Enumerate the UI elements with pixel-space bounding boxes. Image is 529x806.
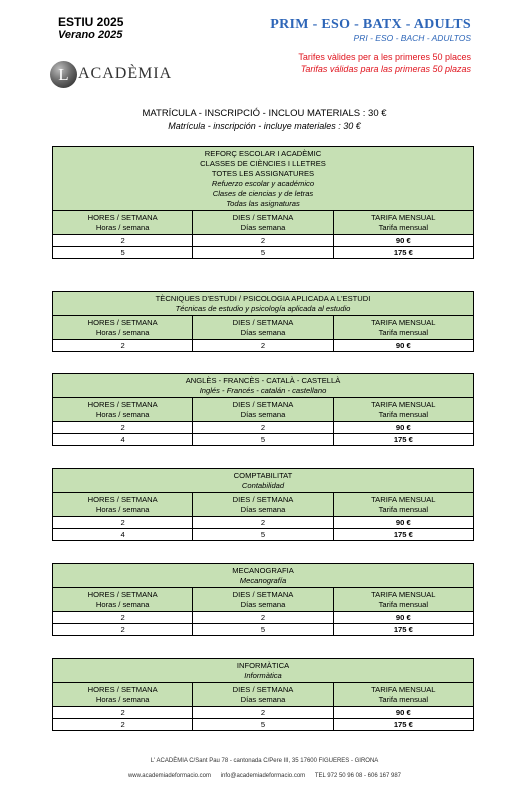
fee-cell: 90 € bbox=[395, 613, 411, 622]
enrollment-text-es: Matrícula - inscripción - incluye materiales : 30 € bbox=[168, 121, 361, 131]
hours-column-header-label: HORES / SETMANA bbox=[87, 685, 158, 694]
fee-column-header-label-es: Tarifa mensual bbox=[378, 328, 429, 337]
fee-column-header-label: TARIFA MENSUAL bbox=[371, 685, 436, 694]
table-row bbox=[53, 517, 473, 529]
table-title bbox=[53, 374, 473, 398]
price-table bbox=[52, 563, 474, 636]
price-table bbox=[52, 468, 474, 541]
fee-column-header-label: TARIFA MENSUAL bbox=[371, 400, 436, 409]
table-row bbox=[53, 422, 473, 434]
hours-column-header-label: HORES / SETMANA bbox=[87, 213, 158, 222]
academia-logo bbox=[50, 60, 172, 88]
table-subtitle-line: Contabilidad bbox=[241, 481, 285, 490]
table-row bbox=[53, 235, 473, 247]
fee-column-header bbox=[334, 398, 473, 421]
hours-column-header-label-es: Horas / semana bbox=[95, 223, 150, 232]
price-table bbox=[52, 291, 474, 352]
hours-column-header-label-es: Horas / semana bbox=[95, 505, 150, 514]
hours-column-header bbox=[53, 211, 193, 234]
table-row bbox=[53, 612, 473, 624]
footer-email[interactable]: info@academiadeformacio.com bbox=[220, 773, 306, 779]
fee-column-header bbox=[334, 588, 473, 611]
promo-note: Tarifes vàlides per a les primeres 50 places bbox=[298, 52, 471, 62]
fee-cell: 90 € bbox=[395, 708, 411, 717]
table-title bbox=[53, 564, 473, 588]
days-column-header-label: DIES / SETMANA bbox=[232, 400, 294, 409]
hours-cell: 2 bbox=[53, 707, 193, 718]
days-column-header bbox=[193, 316, 333, 339]
days-cell: 5 bbox=[193, 434, 333, 445]
days-column-header bbox=[193, 493, 333, 516]
fee-column-header bbox=[334, 211, 473, 234]
days-column-header-label-es: Días semana bbox=[240, 410, 286, 419]
days-column-header-label: DIES / SETMANA bbox=[232, 318, 294, 327]
season-block bbox=[58, 16, 123, 42]
fee-cell: 175 € bbox=[393, 720, 413, 729]
hours-cell: 4 bbox=[53, 529, 193, 540]
hours-cell: 4 bbox=[53, 434, 193, 445]
days-column-header-label-es: Días semana bbox=[240, 600, 286, 609]
days-column-header-label-es: Días semana bbox=[240, 505, 286, 514]
days-cell: 5 bbox=[193, 247, 333, 258]
fee-column-header-label-es: Tarifa mensual bbox=[378, 223, 429, 232]
fee-column-header-label: TARIFA MENSUAL bbox=[371, 318, 436, 327]
days-cell: 2 bbox=[193, 612, 333, 623]
hours-column-header-label-es: Horas / semana bbox=[95, 328, 150, 337]
table-subtitle-line: Informàtica bbox=[244, 671, 282, 680]
days-column-header-label: DIES / SETMANA bbox=[232, 590, 294, 599]
fee-cell: 90 € bbox=[395, 341, 411, 350]
hours-column-header bbox=[53, 398, 193, 421]
table-header-row bbox=[53, 588, 473, 612]
days-column-header bbox=[193, 398, 333, 421]
fee-column-header-label: TARIFA MENSUAL bbox=[371, 213, 436, 222]
hours-cell: 2 bbox=[53, 719, 193, 730]
days-cell: 2 bbox=[193, 517, 333, 528]
enrollment-fee bbox=[0, 107, 529, 133]
hours-cell: 2 bbox=[53, 624, 193, 635]
table-subtitle-line: Técnicas de estudio y psicología aplicada al estudio bbox=[175, 304, 351, 313]
logo-word: ACADÈMIA bbox=[78, 65, 173, 82]
footer-contact bbox=[0, 773, 529, 779]
table-header-row bbox=[53, 211, 473, 235]
table-title bbox=[53, 659, 473, 683]
table-title bbox=[53, 292, 473, 316]
table-title-line: MECANOGRAFIA bbox=[232, 566, 294, 575]
hours-cell: 2 bbox=[53, 517, 193, 528]
fee-cell: 90 € bbox=[395, 518, 411, 527]
days-cell: 2 bbox=[193, 235, 333, 246]
table-row bbox=[53, 434, 473, 445]
footer-address: L' ACADÈMIA C/Sant Pau 78 - cantonada C/Pere III, 35 17600 FIGUERES - GIRONA bbox=[150, 758, 379, 764]
hours-column-header-label: HORES / SETMANA bbox=[87, 495, 158, 504]
days-cell: 2 bbox=[193, 707, 333, 718]
fee-cell: 90 € bbox=[395, 423, 411, 432]
fee-column-header-label: TARIFA MENSUAL bbox=[371, 495, 436, 504]
promo-note-es: Tarifas válidas para las primeras 50 plazas bbox=[300, 64, 471, 74]
season-title-es: Verano 2025 bbox=[58, 29, 123, 41]
table-title bbox=[53, 147, 473, 211]
days-cell: 5 bbox=[193, 719, 333, 730]
days-cell: 5 bbox=[193, 624, 333, 635]
table-subtitle-line: Inglés - Francés - catalán - castellano bbox=[199, 386, 327, 395]
table-title-line: REFORÇ ESCOLAR I ACADÈMIC bbox=[204, 149, 322, 158]
table-row bbox=[53, 719, 473, 730]
table-row bbox=[53, 340, 473, 351]
table-header-row bbox=[53, 398, 473, 422]
table-row bbox=[53, 247, 473, 258]
hours-cell: 2 bbox=[53, 422, 193, 433]
table-title-line: INFORMÀTICA bbox=[236, 661, 290, 670]
fee-column-header bbox=[334, 316, 473, 339]
days-column-header bbox=[193, 211, 333, 234]
hours-column-header-label: HORES / SETMANA bbox=[87, 400, 158, 409]
fee-column-header bbox=[334, 683, 473, 706]
table-subtitle-line: Todas las asignaturas bbox=[226, 199, 300, 208]
hours-column-header-label: HORES / SETMANA bbox=[87, 590, 158, 599]
enrollment-text: MATRÍCULA - INSCRIPCIÓ - INCLOU MATERIALS : 30 € bbox=[142, 108, 387, 119]
table-row bbox=[53, 529, 473, 540]
hours-column-header bbox=[53, 316, 193, 339]
price-table bbox=[52, 146, 474, 259]
table-header-row bbox=[53, 683, 473, 707]
table-row bbox=[53, 707, 473, 719]
days-column-header bbox=[193, 588, 333, 611]
days-column-header-label: DIES / SETMANA bbox=[232, 495, 294, 504]
days-column-header-label: DIES / SETMANA bbox=[232, 685, 294, 694]
levels-title: PRIM - ESO - BATX - ADULTS bbox=[270, 17, 471, 32]
table-header-row bbox=[53, 316, 473, 340]
hours-column-header-label: HORES / SETMANA bbox=[87, 318, 158, 327]
fee-column-header-label-es: Tarifa mensual bbox=[378, 410, 429, 419]
days-column-header-label-es: Días semana bbox=[240, 223, 286, 232]
hours-column-header bbox=[53, 683, 193, 706]
hours-column-header-label-es: Horas / semana bbox=[95, 695, 150, 704]
levels-block bbox=[270, 17, 471, 75]
table-subtitle-line: Clases de ciencias y de letras bbox=[212, 189, 314, 198]
hours-cell: 2 bbox=[53, 235, 193, 246]
table-title-line: TÈCNIQUES D'ESTUDI / PSICOLOGIA APLICADA A L'ESTUDI bbox=[155, 294, 371, 303]
hours-cell: 2 bbox=[53, 340, 193, 351]
price-table bbox=[52, 658, 474, 731]
price-table bbox=[52, 373, 474, 446]
days-cell: 5 bbox=[193, 529, 333, 540]
hours-cell: 5 bbox=[53, 247, 193, 258]
days-cell: 2 bbox=[193, 340, 333, 351]
table-title-line: CLASSES DE CIÈNCIES I LLETRES bbox=[200, 159, 326, 168]
hours-column-header-label-es: Horas / semana bbox=[95, 600, 150, 609]
fee-cell: 175 € bbox=[393, 435, 413, 444]
footer-website[interactable]: www.academiadeformacio.com bbox=[127, 773, 212, 779]
fee-column-header-label-es: Tarifa mensual bbox=[378, 600, 429, 609]
levels-title-es: PRI - ESO - BACH - ADULTOS bbox=[353, 33, 471, 43]
days-column-header-label-es: Días semana bbox=[240, 328, 286, 337]
days-column-header-label-es: Días semana bbox=[240, 695, 286, 704]
table-title-line: TOTES LES ASSIGNATURES bbox=[211, 169, 315, 178]
table-subtitle-line: Mecanografía bbox=[239, 576, 287, 585]
fee-cell: 175 € bbox=[393, 248, 413, 257]
days-column-header-label: DIES / SETMANA bbox=[232, 213, 294, 222]
days-column-header bbox=[193, 683, 333, 706]
table-row bbox=[53, 624, 473, 635]
table-title bbox=[53, 469, 473, 493]
hours-column-header bbox=[53, 493, 193, 516]
table-title-line: COMPTABILITAT bbox=[233, 471, 293, 480]
footer-phone: TEL 972 50 96 08 - 606 167 987 bbox=[314, 773, 402, 779]
hours-cell: 2 bbox=[53, 612, 193, 623]
logo-mark: L bbox=[50, 61, 77, 88]
fee-column-header bbox=[334, 493, 473, 516]
season-title: ESTIU 2025 bbox=[58, 15, 124, 29]
fee-column-header-label-es: Tarifa mensual bbox=[378, 505, 429, 514]
fee-column-header-label-es: Tarifa mensual bbox=[378, 695, 429, 704]
hours-column-header bbox=[53, 588, 193, 611]
table-subtitle-line: Refuerzo escolar y académico bbox=[211, 179, 315, 188]
hours-column-header-label-es: Horas / semana bbox=[95, 410, 150, 419]
table-header-row bbox=[53, 493, 473, 517]
fee-cell: 175 € bbox=[393, 625, 413, 634]
fee-column-header-label: TARIFA MENSUAL bbox=[371, 590, 436, 599]
fee-cell: 90 € bbox=[395, 236, 411, 245]
fee-cell: 175 € bbox=[393, 530, 413, 539]
table-title-line: ANGLÈS - FRANCÈS - CATALÀ - CASTELLÀ bbox=[185, 376, 341, 385]
days-cell: 2 bbox=[193, 422, 333, 433]
